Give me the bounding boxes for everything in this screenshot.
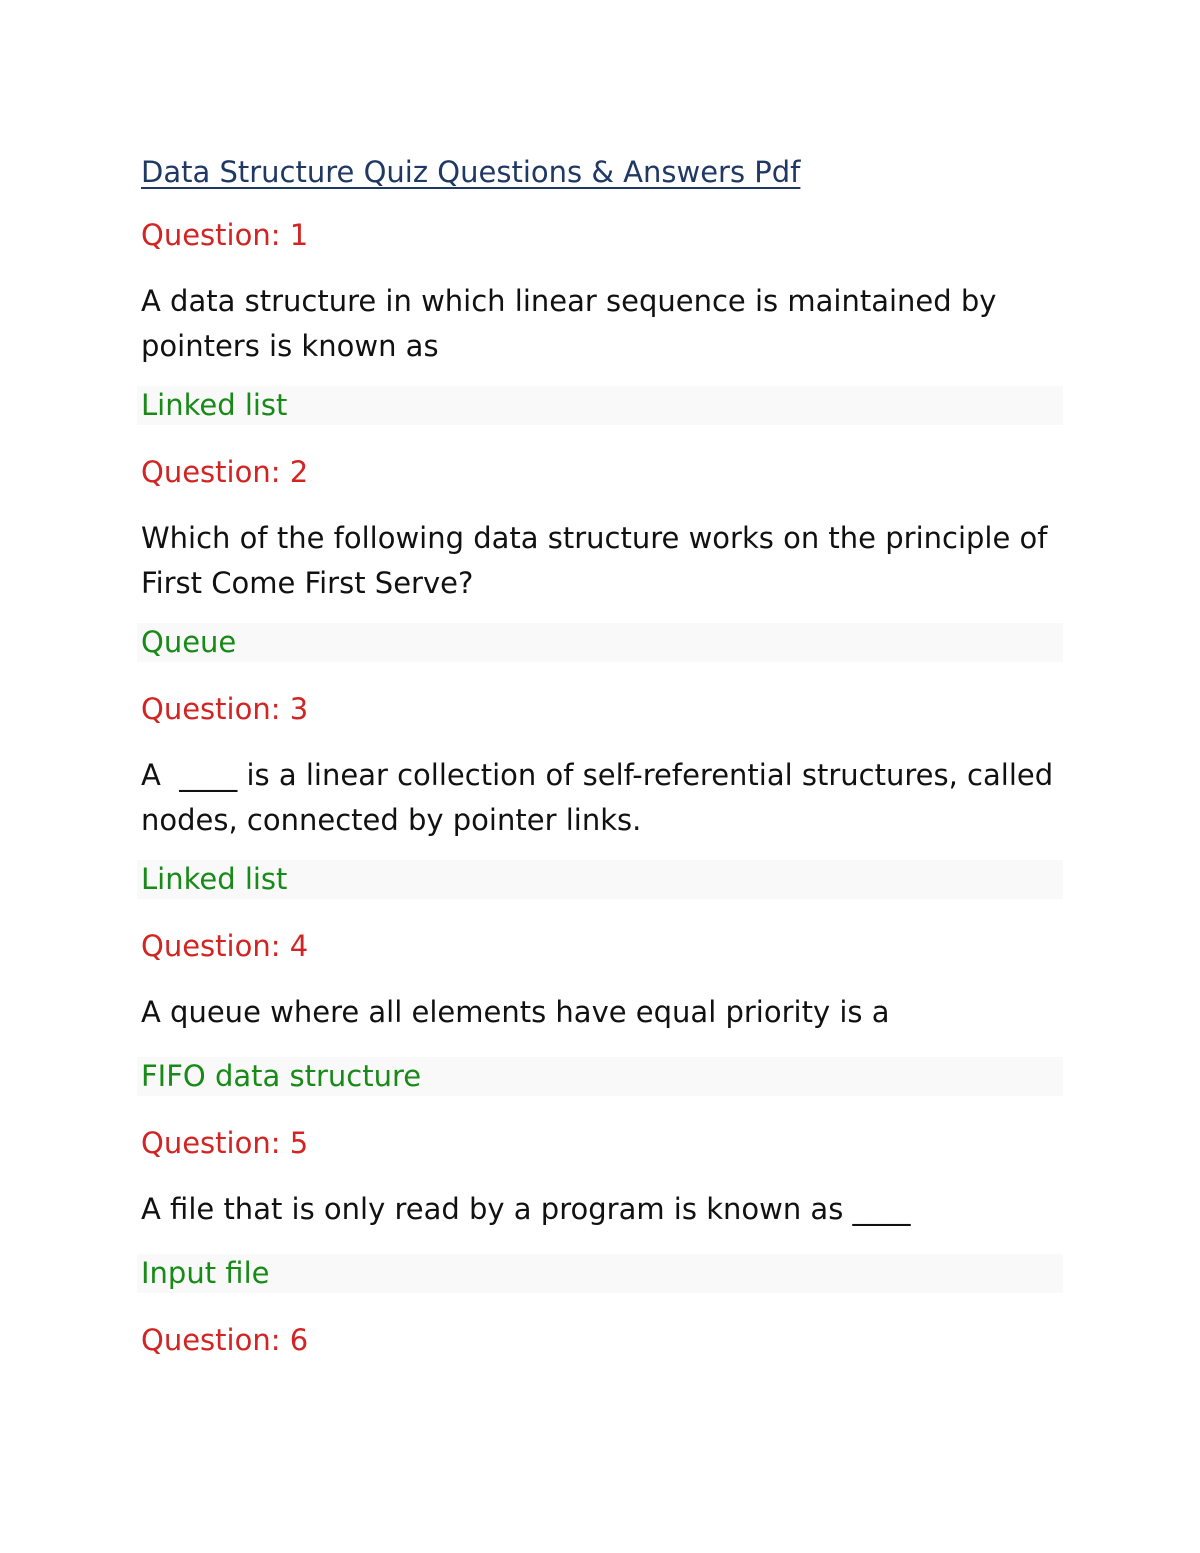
question-text: Which of the following data structure works on the principle of First Come First Serve? xyxy=(141,521,1048,600)
answer-text: Input file xyxy=(137,1254,1063,1293)
question-label: Question: 1 xyxy=(141,218,309,252)
quiz-content xyxy=(141,152,1063,1384)
answer-text: Linked list xyxy=(137,860,1063,899)
answer-text: FIFO data structure xyxy=(137,1057,1063,1096)
question-text: A data structure in which linear sequence is maintained by pointers is known as xyxy=(141,284,997,363)
document-title[interactable]: Data Structure Quiz Questions & Answers Pdf xyxy=(141,155,801,189)
question-text: A queue where all elements have equal priority is a xyxy=(141,995,890,1029)
question-label: Question: 3 xyxy=(141,692,309,726)
answer-text: Queue xyxy=(137,623,1063,662)
question-text: A file that is only read by a program is known as ____ xyxy=(141,1192,911,1226)
question-text: A ____ is a linear collection of self-referential structures, called nodes, connected by pointer links. xyxy=(141,758,1054,837)
question-label: Question: 4 xyxy=(141,929,309,963)
answer-text: Linked list xyxy=(137,386,1063,425)
question-label: Question: 2 xyxy=(141,455,309,489)
question-label: Question: 6 xyxy=(141,1323,309,1357)
question-label: Question: 5 xyxy=(141,1126,309,1160)
